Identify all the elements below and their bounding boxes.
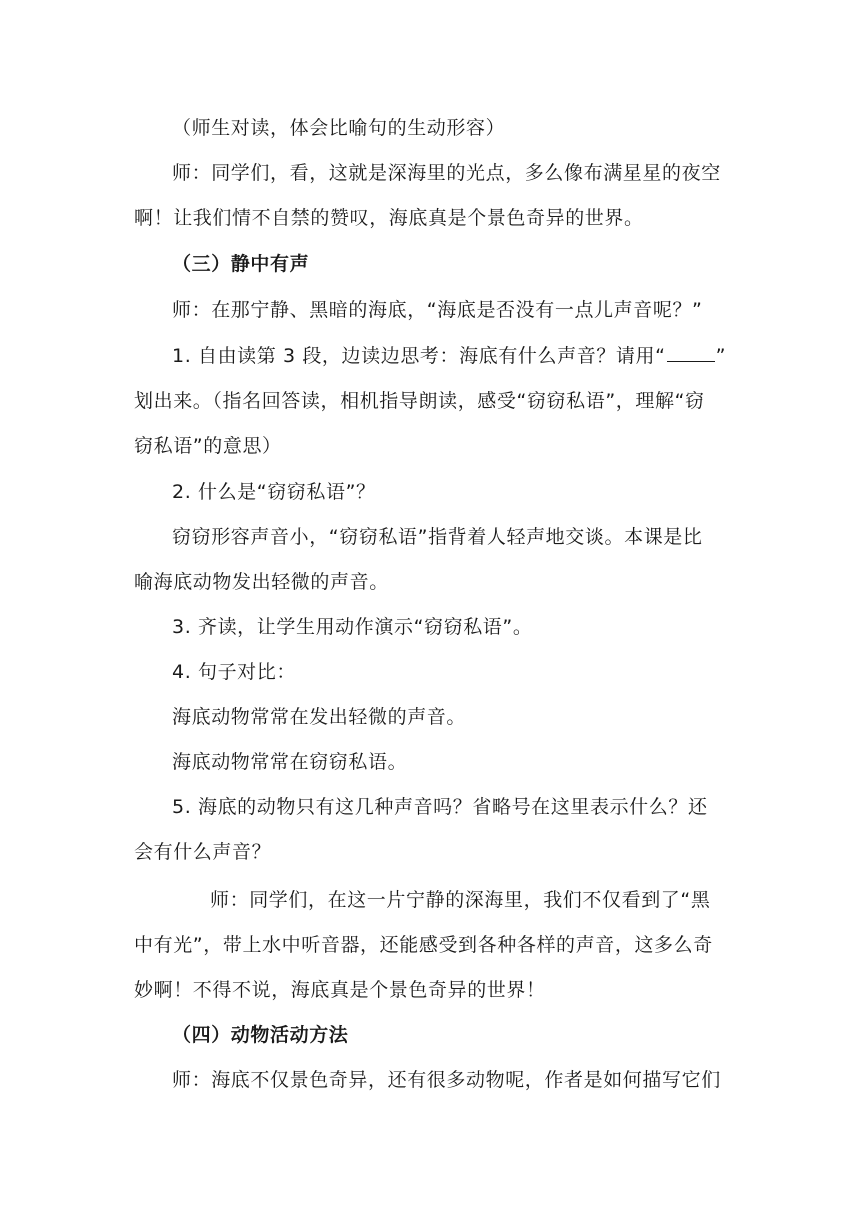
numbered-item-line (172, 343, 772, 369)
paragraph-line: 啊！让我们情不自禁的赞叹，海底真是个景色奇异的世界。 (134, 207, 644, 229)
fill-in-blank (667, 343, 715, 362)
example-sentence: 海底动物常常在发出轻微的声音。 (172, 706, 467, 728)
paragraph-line: （师生对读，体会比喻句的生动形容） (172, 117, 506, 139)
numbered-item-line: 2. 什么是“窃窃私语”？ (172, 481, 376, 503)
paragraph-line: 喻海底动物发出轻微的声音。 (134, 571, 389, 593)
paragraph-line: 师：同学们，看，这就是深海里的光点，多么像布满星星的夜空 (172, 162, 721, 184)
section-heading: （四）动物活动方法 (172, 1024, 349, 1046)
numbered-item-line: 4. 句子对比： (172, 661, 296, 683)
paragraph-line: 中有光”，带上水中听音器，还能感受到各种各样的声音，这多么奇 (134, 934, 713, 956)
numbered-item-line: 3. 齐读，让学生用动作演示“窃窃私语”。 (172, 616, 533, 638)
paragraph-line: 会有什么声音？ (134, 841, 272, 863)
paragraph-line: 窃私语”的意思） (134, 435, 282, 457)
item-text-end: ” (715, 345, 727, 367)
example-sentence: 海底动物常常在窃窃私语。 (172, 751, 408, 773)
numbered-item-line: 5. 海底的动物只有这几种声音吗？省略号在这里表示什么？还 (172, 796, 708, 818)
section-heading: （三）静中有声 (172, 253, 310, 275)
paragraph-line: 师：在那宁静、黑暗的海底，“海底是否没有一点儿声音呢？” (172, 299, 703, 321)
paragraph-line: 师：海底不仅景色奇异，还有很多动物呢，作者是如何描写它们 (172, 1069, 721, 1091)
item-text: 1. 自由读第 3 段，边读边思考：海底有什么声音？请用“ (172, 345, 666, 367)
paragraph-line: 师：同学们，在这一片宁静的深海里，我们不仅看到了“黑 (210, 889, 711, 911)
paragraph-line: 划出来。（指名回答读，相机指导朗读，感受“窃窃私语”，理解“窃 (134, 390, 705, 412)
paragraph-line: 窃窃形容声音小，“窃窃私语”指背着人轻声地交谈。本课是比 (172, 526, 703, 548)
paragraph-line: 妙啊！不得不说，海底真是个景色奇异的世界！ (134, 979, 546, 1001)
